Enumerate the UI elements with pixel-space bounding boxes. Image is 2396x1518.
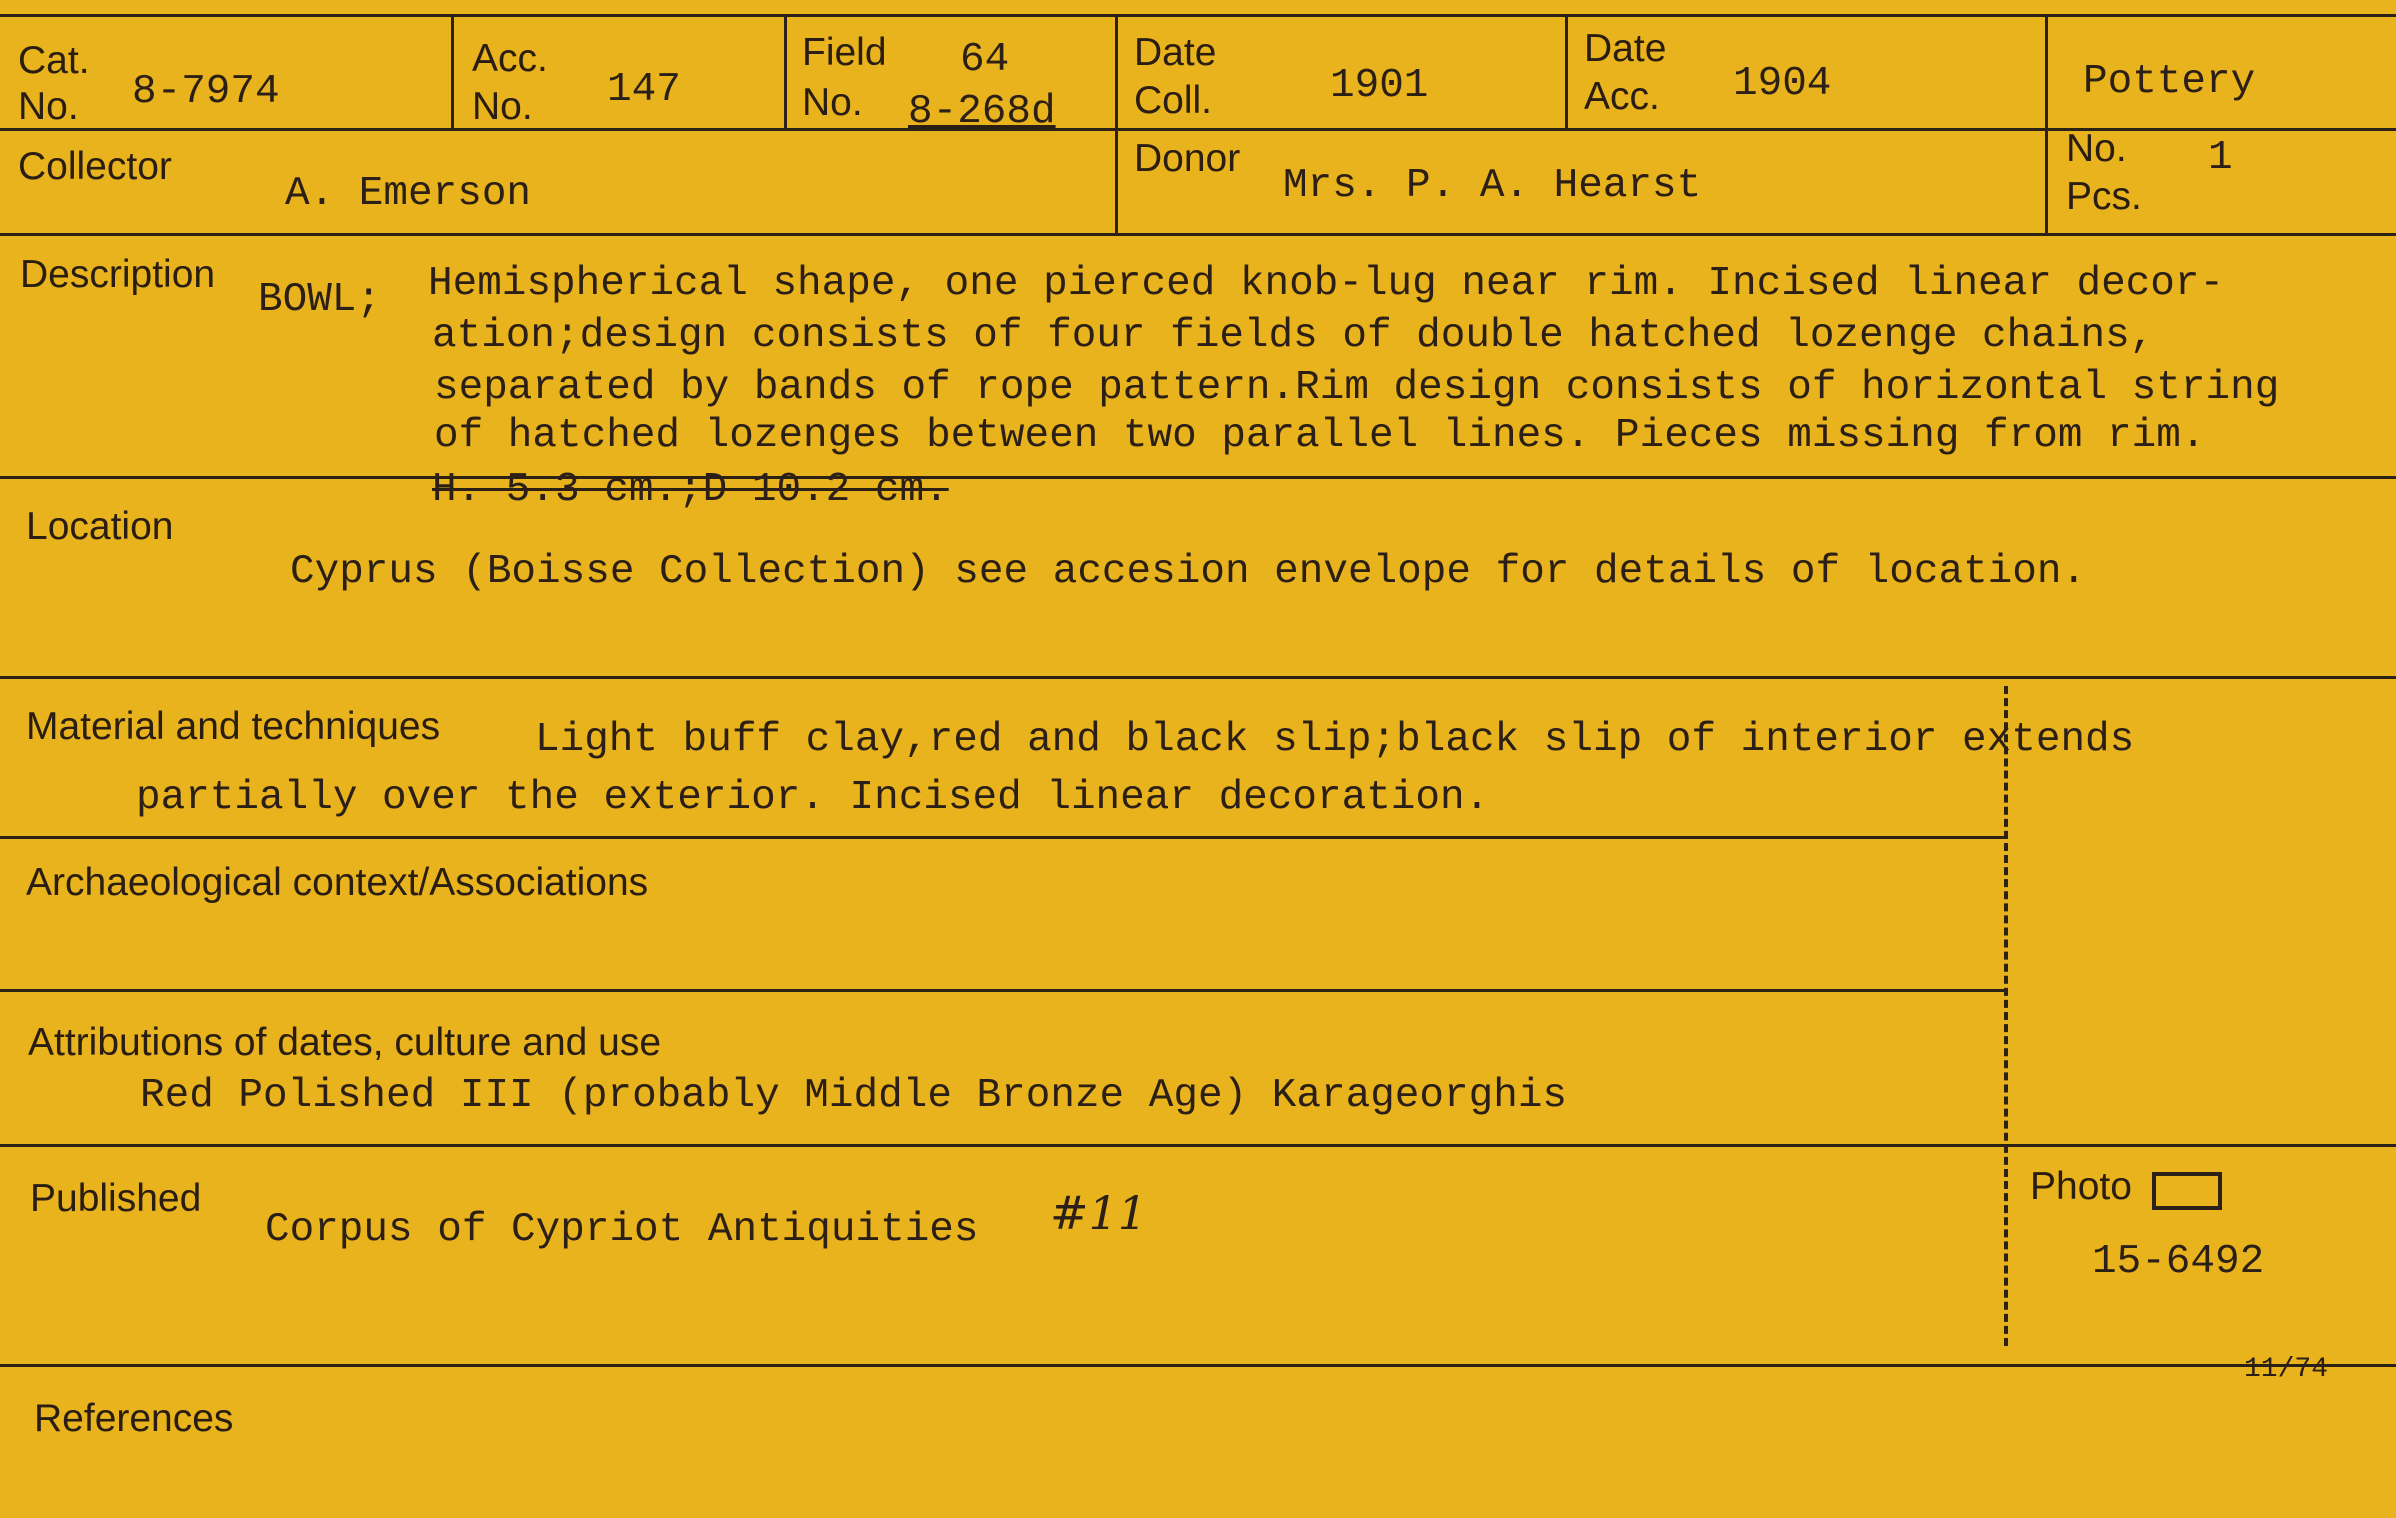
collector-row-divider [0, 233, 2396, 236]
published-value: Corpus of Cypriot Antiquities [265, 1207, 979, 1253]
references-label: References [34, 1397, 234, 1440]
description-line-4: of hatched lozenges between two parallel lines. Pieces missing from rim. [434, 413, 2206, 459]
top-border [0, 14, 2396, 17]
acc-number: 147 [607, 67, 681, 113]
header-vline-1 [451, 14, 454, 128]
description-type: BOWL; [258, 277, 382, 323]
field-number: 8-268d [908, 89, 1056, 135]
attributions-divider [0, 1144, 2396, 1147]
description-struck-dimensions: H. 5.3 cm.;D 10.2 cm. [432, 467, 949, 513]
header-vline-4 [1565, 14, 1568, 128]
location-divider [0, 676, 2396, 679]
archaeological-divider [0, 989, 2008, 992]
acc-label-1: Acc. [472, 37, 548, 80]
date-coll-value: 1901 [1330, 63, 1429, 109]
archaeological-label: Archaeological context/Associations [26, 861, 649, 904]
photo-checkbox[interactable] [2152, 1172, 2222, 1210]
description-line-3: separated by bands of rope pattern.Rim design consists of horizontal string [434, 365, 2280, 411]
photo-label: Photo [2030, 1165, 2132, 1208]
description-label: Description [20, 253, 216, 296]
date-acc-value: 1904 [1733, 61, 1832, 107]
pcs-label-1: No. [2066, 127, 2127, 170]
donor-label: Donor [1134, 137, 1241, 180]
card-date: 11/74 [2244, 1354, 2329, 1385]
collector-label: Collector [18, 145, 172, 188]
location-value: Cyprus (Boisse Collection) see accesion envelope for details of location. [290, 549, 2087, 595]
collector-value: A. Emerson [285, 171, 532, 217]
field-label-1: Field [802, 31, 887, 74]
material-label: Material and techniques [26, 705, 441, 748]
field-value-1: 64 [960, 37, 1010, 83]
attributions-label: Attributions of dates, culture and use [28, 1021, 662, 1064]
category-label: Pottery [2083, 59, 2256, 105]
cat-number: 8-7974 [132, 69, 280, 115]
photo-number: 15-6492 [2092, 1239, 2265, 1285]
location-label: Location [26, 505, 174, 548]
cat-label-2: No. [18, 85, 79, 128]
date-coll-label-1: Date [1134, 31, 1217, 74]
photo-dashed-separator [2004, 686, 2008, 1346]
header-vline-5 [2045, 14, 2048, 233]
pcs-label-2: Pcs. [2066, 175, 2142, 218]
material-line-2: partially over the exterior. Incised linear decoration. [136, 775, 1490, 821]
published-handwritten-number: #11 [1050, 1186, 1148, 1240]
published-label: Published [30, 1177, 202, 1220]
description-line-2: ation;design consists of four fields of double hatched lozenge chains, [432, 313, 2155, 359]
cat-label-1: Cat. [18, 39, 90, 82]
description-divider [0, 476, 2396, 479]
field-label-2: No. [802, 81, 863, 124]
header-vline-3 [1115, 14, 1118, 233]
pcs-value: 1 [2208, 135, 2233, 181]
header-vline-2 [784, 14, 787, 128]
header-row-divider [0, 128, 2396, 131]
date-acc-label-2: Acc. [1584, 75, 1660, 118]
description-line-1: Hemispherical shape, one pierced knob-lug near rim. Incised linear decor- [428, 261, 2225, 307]
material-line-1: Light buff clay,red and black slip;black slip of interior extends [535, 717, 2135, 763]
donor-value: Mrs. P. A. Hearst [1283, 163, 1702, 209]
acc-label-2: No. [472, 85, 533, 128]
published-divider [0, 1364, 2396, 1367]
date-acc-label-1: Date [1584, 27, 1667, 70]
date-coll-label-2: Coll. [1134, 79, 1213, 122]
attributions-value: Red Polished III (probably Middle Bronze Age) Karageorghis [140, 1073, 1568, 1119]
material-divider [0, 836, 2008, 839]
